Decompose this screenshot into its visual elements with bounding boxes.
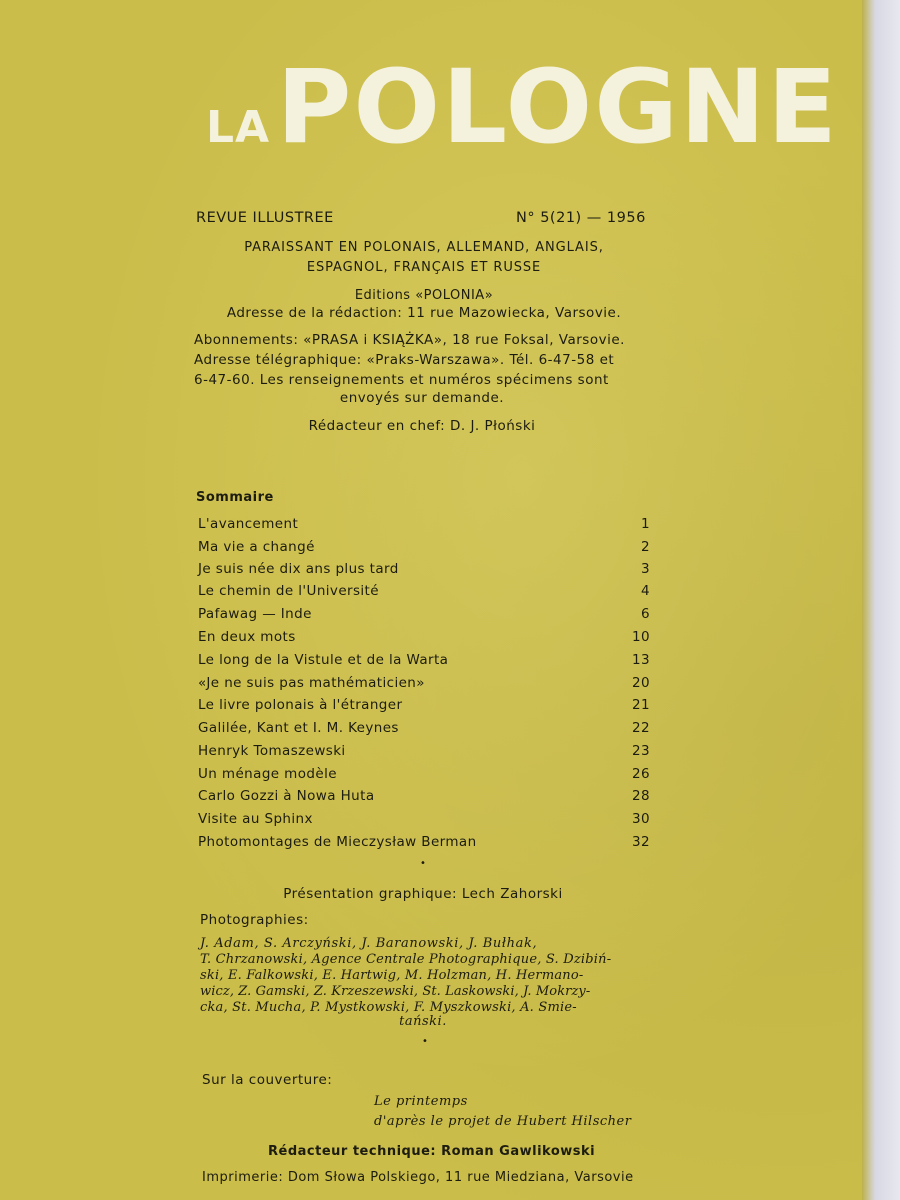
photographers-line-5: cka, St. Mucha, P. Mystkowski, F. Myszkowski, A. Smie- — [200, 1000, 577, 1015]
subscriptions-line-4: envoyés sur demande. — [339, 390, 505, 406]
toc-item — [198, 697, 650, 713]
toc-page: 28 — [632, 788, 650, 804]
toc-title: Je suis née dix ans plus tard — [198, 561, 399, 577]
toc-page: 22 — [632, 720, 650, 736]
toc-title: En deux mots — [198, 629, 296, 645]
toc-page: 26 — [632, 766, 650, 782]
toc-item — [198, 539, 650, 555]
toc-item — [198, 652, 650, 668]
toc-title: Photomontages de Mieczysław Berman — [198, 834, 477, 850]
toc-item — [198, 516, 650, 532]
photographs-heading: Photographies: — [200, 912, 309, 928]
toc-item — [198, 606, 650, 622]
toc-page: 20 — [632, 675, 650, 691]
toc-page: 1 — [641, 516, 650, 532]
sommaire-heading: Sommaire — [196, 490, 274, 505]
toc-page: 21 — [632, 697, 650, 713]
photographers-line-1: J. Adam, S. Arczyński, J. Baranowski, J. Bułhak, — [200, 936, 538, 951]
toc-item — [198, 583, 650, 599]
toc-item — [198, 788, 650, 804]
printer-address: Imprimerie: Dom Słowa Polskiego, 11 rue Miedziana, Varsovie — [202, 1170, 634, 1185]
toc-item — [198, 766, 650, 782]
toc-title: «Je ne suis pas mathématicien» — [198, 675, 425, 691]
technical-editor: Rédacteur technique: Roman Gawlikowski — [268, 1144, 596, 1159]
toc-title: L'avancement — [198, 516, 299, 532]
toc-title: Pafawag — Inde — [198, 606, 312, 622]
toc-title: Le chemin de l'Université — [198, 583, 379, 599]
toc-title: Le livre polonais à l'étranger — [198, 697, 403, 713]
issue-number: N° 5(21) — 1956 — [516, 210, 646, 226]
toc-title: Galilée, Kant et I. M. Keynes — [198, 720, 399, 736]
toc-title: Carlo Gozzi à Nowa Huta — [198, 788, 375, 804]
title-prefix: LA — [206, 102, 271, 153]
photographers-line-6: tański. — [399, 1014, 447, 1029]
toc-item — [198, 561, 650, 577]
toc-item — [198, 675, 650, 691]
toc-item — [198, 720, 650, 736]
page-edge-background — [862, 0, 900, 1200]
toc-page: 30 — [632, 811, 650, 827]
toc-page: 23 — [632, 743, 650, 759]
toc-page: 3 — [641, 561, 650, 577]
subscriptions-line-1: Abonnements: «PRASA i KSIĄŻKA», 18 rue Foksal, Varsovie. — [194, 332, 625, 348]
magazine-title — [206, 48, 839, 167]
toc-item — [198, 629, 650, 645]
separator-dot: • — [420, 858, 426, 869]
languages-line-1: PARAISSANT EN POLONAIS, ALLEMAND, ANGLAIS, — [244, 240, 604, 255]
toc-title: Un ménage modèle — [198, 766, 337, 782]
cover-label: Sur la couverture: — [202, 1072, 333, 1088]
toc-item — [198, 811, 650, 827]
photographers-line-3: ski, E. Falkowski, E. Hartwig, M. Holzman, H. Hermano- — [200, 968, 584, 983]
subscriptions-line-2: Adresse télégraphique: «Praks-Warszawa». Tél. 6-47-58 et — [194, 352, 615, 368]
toc-title: Henryk Tomaszewski — [198, 743, 346, 759]
toc-page: 13 — [632, 652, 650, 668]
toc-title: Ma vie a changé — [198, 539, 315, 555]
editor-in-chief: Rédacteur en chef: D. J. Płoński — [308, 418, 536, 434]
graphic-design-credit: Présentation graphique: Lech Zahorski — [283, 886, 563, 902]
toc-page: 4 — [641, 583, 650, 599]
cover-design-credit: d'après le projet de Hubert Hilscher — [374, 1114, 632, 1129]
toc-title: Visite au Sphinx — [198, 811, 313, 827]
editorial-address: Adresse de la rédaction: 11 rue Mazowiecka, Varsovie. — [226, 305, 622, 321]
toc-page: 6 — [641, 606, 650, 622]
toc-item — [198, 743, 650, 759]
toc-page: 10 — [632, 629, 650, 645]
subscriptions-line-3: 6-47-60. Les renseignements et numéros spécimens sont — [194, 372, 609, 388]
publisher: Editions «POLONIA» — [354, 288, 494, 303]
subtitle: REVUE ILLUSTREE — [196, 210, 334, 226]
toc-page: 2 — [641, 539, 650, 555]
title-main: POLOGNE — [276, 48, 839, 167]
toc-page: 32 — [632, 834, 650, 850]
toc-title: Le long de la Vistule et de la Warta — [198, 652, 449, 668]
toc-item — [198, 834, 650, 850]
photographers-line-2: T. Chrzanowski, Agence Centrale Photographique, S. Dzibiń- — [200, 952, 612, 967]
languages-line-2: ESPAGNOL, FRANÇAIS ET RUSSE — [306, 260, 542, 275]
cover-title: Le printemps — [374, 1094, 468, 1109]
separator-dot: • — [422, 1036, 428, 1047]
photographers-line-4: wicz, Z. Gamski, Z. Krzeszewski, St. Laskowski, J. Mokrzy- — [200, 984, 591, 999]
